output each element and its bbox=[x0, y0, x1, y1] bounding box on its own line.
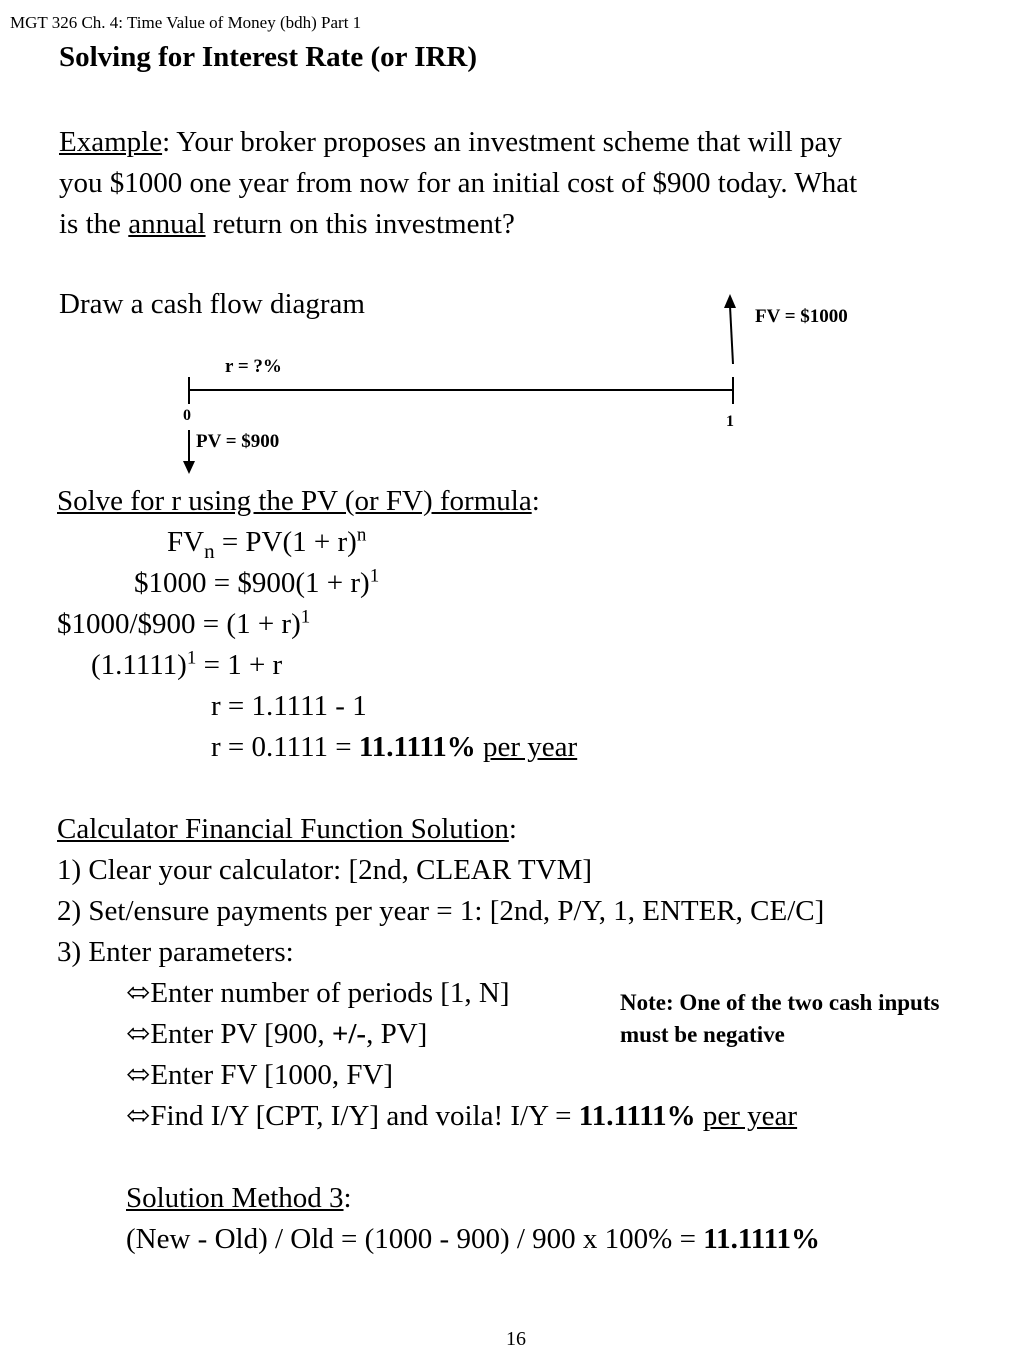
eq6-result: 11.1111% bbox=[358, 731, 476, 763]
solve-heading-colon: : bbox=[531, 485, 540, 517]
fv-arrow-head bbox=[724, 294, 736, 308]
substep-4-result: 11.1111% bbox=[578, 1100, 696, 1132]
substep-4-pre: Find I/Y [CPT, I/Y] and voila! I/Y = bbox=[150, 1100, 579, 1132]
equation-4 bbox=[91, 645, 282, 686]
equation-2 bbox=[134, 563, 379, 604]
calculator-step-3: 3) Enter parameters: bbox=[57, 936, 294, 968]
slide-title: Solving for Interest Rate (or IRR) bbox=[59, 41, 478, 73]
annual-underlined: annual bbox=[128, 208, 206, 240]
method-3-heading-colon: : bbox=[343, 1182, 352, 1214]
note-line-2: must be negative bbox=[620, 1022, 785, 1047]
solve-heading-text: Solve for r using the PV (or FV) formula bbox=[57, 485, 532, 517]
eq6-per-year: per year bbox=[483, 731, 578, 763]
fv-arrow-shaft bbox=[730, 306, 733, 364]
equation-1 bbox=[167, 522, 366, 563]
rate-label: r = ?% bbox=[225, 356, 282, 377]
example-line-2: you $1000 one year from now for an initial cost of $900 today. What bbox=[59, 167, 858, 199]
method-3-heading-text: Solution Method 3 bbox=[126, 1182, 344, 1214]
example-line1-text: : Your broker proposes an investment scheme that will pay bbox=[162, 126, 842, 158]
calculator-substep-4 bbox=[126, 1096, 797, 1137]
substep-2-post: , PV] bbox=[366, 1018, 428, 1050]
eq2-text: $1000 = $900(1 + r) bbox=[134, 567, 370, 599]
eq6-pre: r = 0.1111 = bbox=[211, 731, 359, 763]
negative-input-note bbox=[620, 987, 939, 1051]
eq3-superscript: 1 bbox=[300, 606, 311, 628]
equation-5: r = 1.1111 - 1 bbox=[211, 690, 367, 722]
double-arrow-icon: ⬄ bbox=[126, 1100, 151, 1132]
pv-arrow-head bbox=[183, 461, 195, 474]
note-line-1: Note: One of the two cash inputs bbox=[620, 990, 940, 1015]
method-3-formula-text: (New - Old) / Old = (1000 - 900) / 900 x 100% = bbox=[126, 1223, 704, 1255]
calculator-substep-2 bbox=[126, 1014, 427, 1055]
eq4-pre: (1.1111) bbox=[91, 649, 187, 681]
page-number: 16 bbox=[506, 1328, 526, 1350]
method-3-formula bbox=[126, 1219, 820, 1260]
double-arrow-icon: ⬄ bbox=[126, 1059, 151, 1091]
calculator-step-1: 1) Clear your calculator: [2nd, CLEAR TVM] bbox=[57, 854, 593, 886]
example-line3-pre: is the bbox=[59, 208, 129, 240]
substep-2-pre: Enter PV [900, bbox=[150, 1018, 332, 1050]
double-arrow-icon: ⬄ bbox=[126, 977, 151, 1009]
calculator-heading-colon: : bbox=[508, 813, 517, 845]
calculator-heading-text: Calculator Financial Function Solution bbox=[57, 813, 509, 845]
method-3-heading bbox=[126, 1178, 352, 1219]
method-3-result: 11.1111% bbox=[703, 1223, 821, 1255]
eq1-subscript: n bbox=[204, 538, 215, 563]
time-1-label: 1 bbox=[726, 413, 734, 430]
equation-3 bbox=[57, 604, 310, 645]
calculator-substep-1 bbox=[126, 973, 510, 1014]
substep-3-text: Enter FV [1000, FV] bbox=[150, 1059, 394, 1091]
solve-heading bbox=[57, 481, 540, 522]
pv-label: PV = $900 bbox=[196, 431, 280, 452]
fv-label: FV = $1000 bbox=[755, 306, 848, 327]
equation-6 bbox=[211, 727, 577, 768]
calculator-step-2: 2) Set/ensure payments per year = 1: [2nd, P/Y, 1, ENTER, CE/C] bbox=[57, 895, 825, 927]
eq2-superscript: 1 bbox=[369, 565, 380, 587]
running-header: MGT 326 Ch. 4: Time Value of Money (bdh) Part 1 bbox=[10, 13, 362, 32]
eq1-rhs: = PV(1 + r) bbox=[214, 526, 357, 558]
calculator-heading bbox=[57, 809, 517, 850]
eq3-text: $1000/$900 = (1 + r) bbox=[57, 608, 301, 640]
example-line3-post: return on this investment? bbox=[205, 208, 515, 240]
eq4-post: = 1 + r bbox=[196, 649, 283, 681]
example-label: Example bbox=[59, 126, 163, 158]
eq4-superscript: 1 bbox=[186, 647, 197, 669]
double-arrow-icon: ⬄ bbox=[126, 1018, 151, 1050]
diagram-prompt: Draw a cash flow diagram bbox=[59, 288, 365, 320]
time-0-label: 0 bbox=[183, 407, 191, 424]
substep-4-per-year: per year bbox=[702, 1100, 798, 1132]
substep-1-text: Enter number of periods [1, N] bbox=[150, 977, 510, 1009]
calculator-substep-3 bbox=[126, 1055, 393, 1096]
eq1-superscript: n bbox=[356, 524, 367, 546]
substep-2-sign: +/- bbox=[331, 1018, 367, 1050]
eq1-lhs: FV bbox=[167, 526, 205, 558]
